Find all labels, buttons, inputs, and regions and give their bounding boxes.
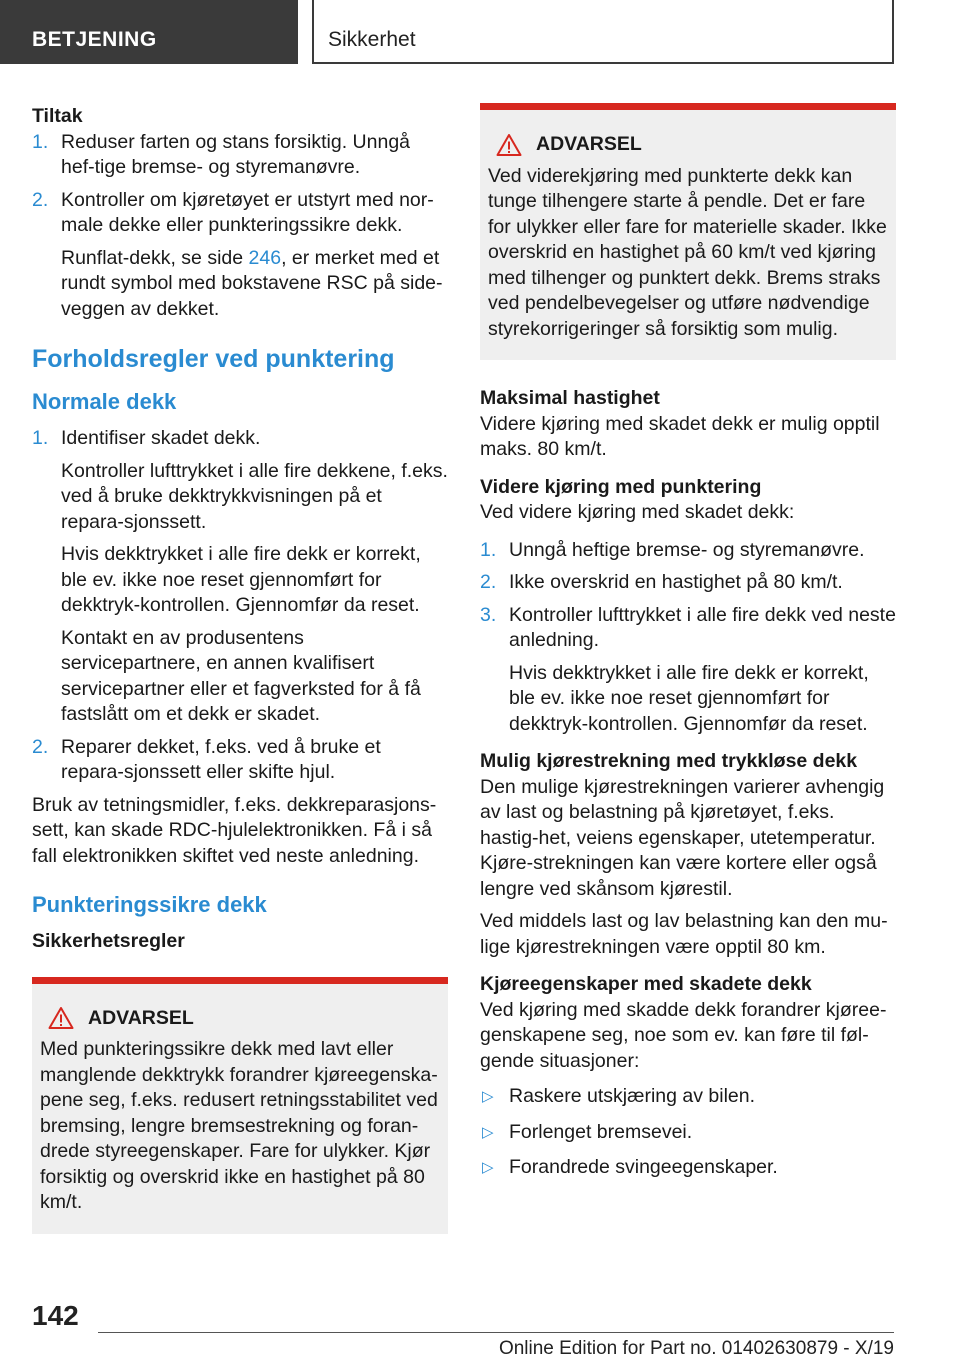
normal-tyres-list <box>32 426 448 786</box>
page-link-246[interactable]: 246 <box>248 246 282 269</box>
range-text: Den mulige kjørestrekningen varierer avhengig av last og belastning på kjøretøyet, f.eks. hastig-het, veiens egenskaper, utetemperatur. Kjøre-strekningen kan være kortere eller også lengre ved skånsom kjørestil. <box>480 775 885 900</box>
list-number: 2. <box>480 571 497 593</box>
list-item-text: Identifiser skadet dekk. <box>61 427 261 449</box>
warning-box <box>480 103 896 360</box>
list-item-text: Kontroller om kjøretøyet er utstyrt med nor-male dekke eller punkteringssikre dekk. <box>61 188 434 236</box>
page-header <box>0 0 960 66</box>
list-item-text: Kontakt en av produsentens servicepartnere, en annen kvalifisert servicepartner eller et fagverksted for å få fastslått om et dekk er skadet. <box>61 626 421 725</box>
list-item <box>480 1084 896 1110</box>
handling-bullets <box>480 1084 896 1181</box>
list-item-text: Reduser farten og stans forsiktig. Unngå hef-tige bremse- og styremanøvre. <box>61 130 411 178</box>
chapter-title: Sikkerhet <box>312 0 894 64</box>
section-heading: Forholdsregler ved punktering <box>32 345 395 373</box>
triangle-bullet-icon: ▷ <box>482 1123 494 1141</box>
section-tab: BETJENING <box>0 0 298 64</box>
footer-divider <box>98 1332 894 1333</box>
warning-text: Ved viderekjøring med punkterte dekk kan tunge tilhengere starte å pendle. Det er fare for ulykker eller fare for materielle skader. Ikke overskrid en hastighet på 60 km/t ved kjøring med tilhenger og punktert dekk. Brems straks ved pendelbevegelser og utføre nødvendige styrekorrigeringer så forsiktig som mulig. <box>488 164 887 340</box>
page-number: 142 <box>32 1300 79 1331</box>
list-item <box>32 188 448 323</box>
list-number: 1. <box>32 427 49 449</box>
list-item <box>32 130 448 181</box>
max-speed-text: Videre kjøring med skadet dekk er mulig opptil maks. 80 km/t. <box>480 412 880 460</box>
warning-triangle-icon <box>496 133 522 157</box>
sealant-note: Bruk av tetningsmidler, f.eks. dekkreparasjons-sett, kan skade RDC-hjulelektronikken. Få i så fall elektronikken skiftet ved neste anledning. <box>32 793 437 867</box>
list-item <box>480 603 896 738</box>
warning-triangle-icon <box>48 1006 74 1030</box>
list-number: 1. <box>480 538 497 561</box>
triangle-bullet-icon: ▷ <box>482 1159 494 1176</box>
list-item-text: Reparer dekket, f.eks. ved å bruke et repara-sjonssett eller skifte hjul. <box>61 735 381 783</box>
subsection-heading-normal: Normale dekk <box>32 389 177 414</box>
handling-heading: Kjøreegenskaper med skadete dekk <box>480 973 812 995</box>
handling-text: Ved kjøring med skadde dekk forandrer kjøree-genskapene seg, noe som ev. kan føre til føl-gende situasjoner: <box>480 998 887 1072</box>
list-number: 2. <box>32 188 49 211</box>
warning-title: ADVARSEL <box>48 1006 440 1032</box>
right-column <box>480 103 896 1188</box>
range-heading: Mulig kjørestrekning med trykkløse dekk <box>480 750 858 772</box>
continue-list <box>480 538 896 738</box>
warning-text: Med punkteringssikre dekk med lavt eller manglende dekktrykk forandrer kjøreegenska-pene seg, f.eks. redusert retningsstabilitet ved bremsing, lengre bremsestrekning og foran-drede styreegenskaper. Fare for ulykker. Kjør forsiktig og overskrid ikke en hastighet på 80 km/t. <box>40 1038 438 1213</box>
continue-heading: Videre kjøring med punktering <box>480 475 762 498</box>
list-item <box>480 570 896 596</box>
left-column <box>32 100 448 1234</box>
list-item-text: Forlenget bremsevei. <box>509 1120 693 1143</box>
edition-note: Online Edition for Part no. 01402630879 - X/19 <box>498 1338 894 1359</box>
tiltak-list <box>32 130 448 323</box>
max-speed-heading: Maksimal hastighet <box>480 387 660 409</box>
list-item-text: Forandrede svingeegenskaper. <box>509 1156 778 1178</box>
runflat-reference: Runflat-dekk, se side 246, er merket med et rundt symbol med bokstavene RSC på side-veggen av dekket. <box>61 246 443 320</box>
list-number: 3. <box>480 603 497 626</box>
subsection-heading-runflat: Punkteringssikre dekk <box>32 892 267 917</box>
list-item-text: Raskere utskjæring av bilen. <box>509 1085 756 1107</box>
warning-title: ADVARSEL <box>496 132 888 158</box>
list-number: 1. <box>32 130 49 153</box>
safety-heading: Sikkerhetsregler <box>32 930 185 952</box>
list-item <box>32 735 448 786</box>
list-item-text: Kontroller lufttrykket i alle fire dekk ved neste anledning. <box>509 603 896 651</box>
tiltak-heading: Tiltak <box>32 105 83 127</box>
list-item-text: Ikke overskrid en hastighet på 80 km/t. <box>509 571 843 593</box>
triangle-bullet-icon: ▷ <box>482 1088 494 1105</box>
list-number: 2. <box>32 735 49 758</box>
list-item-text: Hvis dekktrykket i alle fire dekk er korrekt, ble ev. ikke noe reset gjennomført for dekktryk-kontrollen. Gjennomfør da reset. <box>61 543 421 616</box>
list-item <box>32 426 448 728</box>
continue-intro: Ved videre kjøring med skadet dekk: <box>480 501 795 523</box>
list-item-text: Kontroller lufttrykket i alle fire dekkene, f.eks. ved å bruke dekktrykkvisningen på et repara-sjonssett. <box>61 459 448 533</box>
list-item-text: Hvis dekktrykket i alle fire dekk er korrekt, ble ev. ikke noe reset gjennomført for dekktryk-kontrollen. Gjennomfør da reset. <box>509 661 869 735</box>
list-item-text: Unngå heftige bremse- og styremanøvre. <box>509 538 865 561</box>
range-text: Ved middels last og lav belastning kan den mu-lige kjørestrekningen være opptil 80 km. <box>480 910 888 958</box>
list-item <box>480 538 896 564</box>
list-item <box>480 1155 896 1181</box>
warning-box <box>32 977 448 1234</box>
list-item <box>480 1120 896 1146</box>
